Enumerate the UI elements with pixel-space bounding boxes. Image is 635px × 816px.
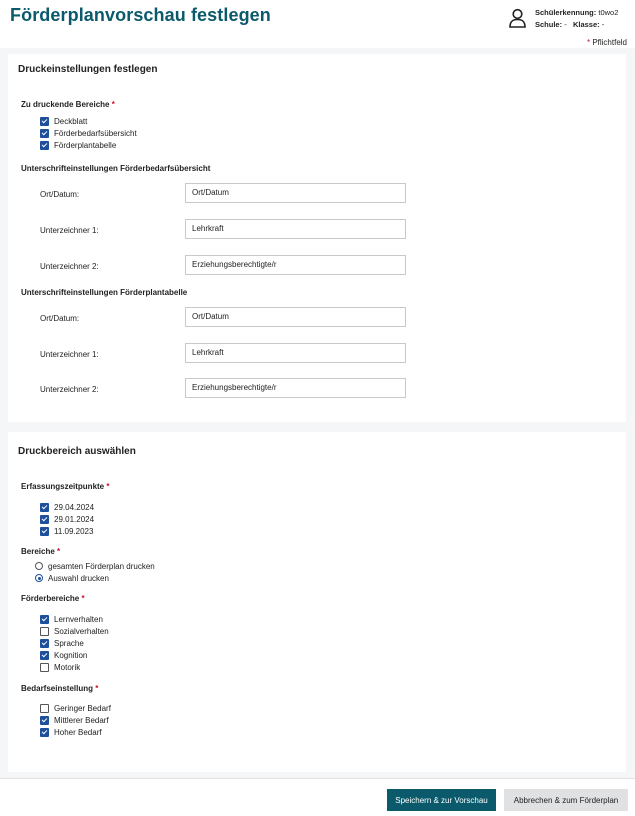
school-label: Schule: (535, 20, 563, 29)
table-signer2-input[interactable]: Erziehungsberechtigte/r (185, 378, 406, 398)
checkbox[interactable] (40, 704, 49, 713)
signature-overview-label: Unterschrifteinstellungen Förderbedarfsübersicht (21, 164, 211, 173)
radio-print-selection[interactable]: Auswahl drucken (35, 572, 109, 584)
checkbox[interactable] (40, 651, 49, 660)
checkbox-timepoint-1[interactable]: 29.04.2024 (40, 501, 94, 513)
checkbox-foerderbedarfsuebersicht[interactable]: Förderbedarfsübersicht (40, 127, 137, 139)
checkbox-sozialverhalten[interactable]: Sozialverhalten (40, 625, 109, 637)
checkbox[interactable] (40, 663, 49, 672)
save-preview-button[interactable]: Speichern & zur Vorschau (387, 789, 496, 811)
checkbox-motorik[interactable]: Motorik (40, 661, 80, 673)
student-id-label: Schülerkennung: (535, 8, 597, 17)
overview-signer1-label: Unterzeichner 1: (40, 226, 99, 235)
support-areas-group-label: Förderbereiche * (21, 594, 85, 603)
radio-print-all[interactable]: gesamten Förderplan drucken (35, 560, 155, 572)
overview-place-date-input[interactable]: Ort/Datum (185, 183, 406, 203)
checkbox-deckblatt[interactable]: Deckblatt (40, 115, 87, 127)
need-level-group-label: Bedarfseinstellung * (21, 684, 99, 693)
table-place-date-label: Ort/Datum: (40, 314, 80, 323)
page-title: Förderplanvorschau festlegen (10, 5, 271, 25)
radio-button[interactable] (35, 574, 43, 582)
user-info (535, 7, 618, 31)
checkbox[interactable] (40, 117, 49, 126)
overview-signer2-label: Unterzeichner 2: (40, 262, 99, 271)
table-signer2-label: Unterzeichner 2: (40, 385, 99, 394)
student-id-value: t0wo2 (598, 8, 619, 17)
checkbox-foerderplantabelle[interactable]: Förderplantabelle (40, 139, 116, 151)
overview-signer1-input[interactable]: Lehrkraft (185, 219, 406, 239)
timepoints-group-label: Erfassungszeitpunkte * (21, 482, 110, 491)
checkbox-sprache[interactable]: Sprache (40, 637, 84, 649)
class-label: Klasse: (572, 20, 600, 29)
radio-button[interactable] (35, 562, 43, 570)
checkbox-kognition[interactable]: Kognition (40, 649, 87, 661)
cancel-button[interactable]: Abbrechen & zum Förderplan (504, 789, 628, 811)
school-value: - (564, 20, 567, 29)
page-header (0, 0, 635, 40)
checkbox[interactable] (40, 503, 49, 512)
checkbox-lernverhalten[interactable]: Lernverhalten (40, 613, 103, 625)
table-signer1-input[interactable]: Lehrkraft (185, 343, 406, 363)
checkbox[interactable] (40, 515, 49, 524)
overview-signer2-input[interactable]: Erziehungsberechtigte/r (185, 255, 406, 275)
checkbox[interactable] (40, 627, 49, 636)
table-signer1-label: Unterzeichner 1: (40, 350, 99, 359)
checkbox[interactable] (40, 527, 49, 536)
checkbox-low-need[interactable]: Geringer Bedarf (40, 702, 111, 714)
checkbox[interactable] (40, 716, 49, 725)
areas-group-label: Zu druckende Bereiche * (21, 100, 115, 109)
checkbox-high-need[interactable]: Hoher Bedarf (40, 726, 102, 738)
user-icon (509, 8, 526, 28)
checkbox[interactable] (40, 141, 49, 150)
checkbox-timepoint-2[interactable]: 29.01.2024 (40, 513, 94, 525)
section-title-print-range: Druckbereich auswählen (18, 446, 136, 457)
areas-radio-group-label: Bereiche * (21, 547, 61, 556)
print-range-card (8, 432, 626, 772)
checkbox[interactable] (40, 129, 49, 138)
checkbox[interactable] (40, 728, 49, 737)
checkbox[interactable] (40, 615, 49, 624)
footer-bar (0, 778, 635, 816)
required-note: * Pflichtfeld (586, 38, 627, 47)
checkbox[interactable] (40, 639, 49, 648)
overview-place-date-label: Ort/Datum: (40, 190, 80, 199)
signature-table-label: Unterschrifteinstellungen Förderplantabelle (21, 288, 188, 297)
checkbox-timepoint-3[interactable]: 11.09.2023 (40, 525, 93, 537)
section-title-print-settings: Druckeinstellungen festlegen (18, 64, 158, 75)
print-settings-card (8, 54, 626, 422)
checkbox-medium-need[interactable]: Mittlerer Bedarf (40, 714, 109, 726)
table-place-date-input[interactable]: Ort/Datum (185, 307, 406, 327)
class-value: - (601, 20, 605, 29)
